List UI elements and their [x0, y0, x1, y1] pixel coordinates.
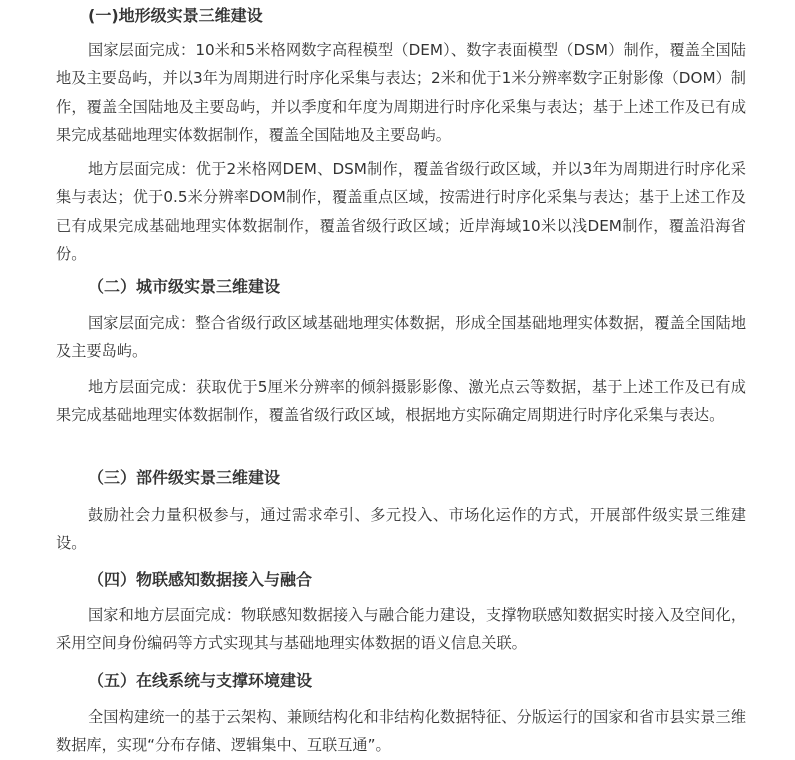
paragraph-component: 鼓励社会力量积极参与，通过需求牵引、多元投入、市场化运作的方式，开展部件级实景三维建设。	[56, 506, 746, 553]
section-heading-online-system: （五）在线系统与支撑环境建设	[88, 671, 313, 690]
section-heading-iot: （四）物联感知数据接入与融合	[88, 570, 313, 589]
section-heading-component: （三）部件级实景三维建设	[88, 468, 281, 487]
paragraph-terrain-national: 国家层面完成：10米和5米格网数字高程模型（DEM）、数字表面模型（DSM）制作，覆盖全国陆地及主要岛屿，并以3年为周期进行时序化采集与表达；2米和优于1米分辨率数字正射影像（DOM）制作，覆盖全国陆地及主要岛屿，并以季度和年度为周期进行时序化采集与表达；基于上述工作及已有成果完成基础地理实体数据制作，覆盖全国陆地及主要岛屿。	[56, 41, 746, 145]
paragraph-city-national: 国家层面完成：整合省级行政区域基础地理实体数据，形成全国基础地理实体数据，覆盖全国陆地及主要岛屿。	[56, 314, 746, 361]
paragraph-online-system: 全国构建统一的基于云架构、兼顾结构化和非结构化数据特征、分版运行的国家和省市县实景三维数据库，实现“分布存储、逻辑集中、互联互通”。	[56, 708, 746, 755]
paragraph-iot: 国家和地方层面完成：物联感知数据接入与融合能力建设，支撑物联感知数据实时接入及空间化，采用空间身份编码等方式实现其与基础地理实体数据的语义信息关联。	[56, 606, 746, 653]
section-heading-terrain: (一)地形级实景三维建设	[88, 6, 263, 25]
paragraph-city-local: 地方层面完成：获取优于5厘米分辨率的倾斜摄影影像、激光点云等数据，基于上述工作及已有成果完成基础地理实体数据制作，覆盖省级行政区域，根据地方实际确定周期进行时序化采集与表达。	[56, 378, 746, 425]
section-heading-city: （二）城市级实景三维建设	[88, 277, 281, 296]
paragraph-terrain-local: 地方层面完成：优于2米格网DEM、DSM制作，覆盖省级行政区域，并以3年为周期进行时序化采集与表达；优于0.5米分辨率DOM制作，覆盖重点区域，按需进行时序化采集与表达；基于上述工作及已有成果完成基础地理实体数据制作，覆盖省级行政区域；近岸海域10米以浅DEM制作，覆盖沿海省份。	[56, 160, 746, 264]
